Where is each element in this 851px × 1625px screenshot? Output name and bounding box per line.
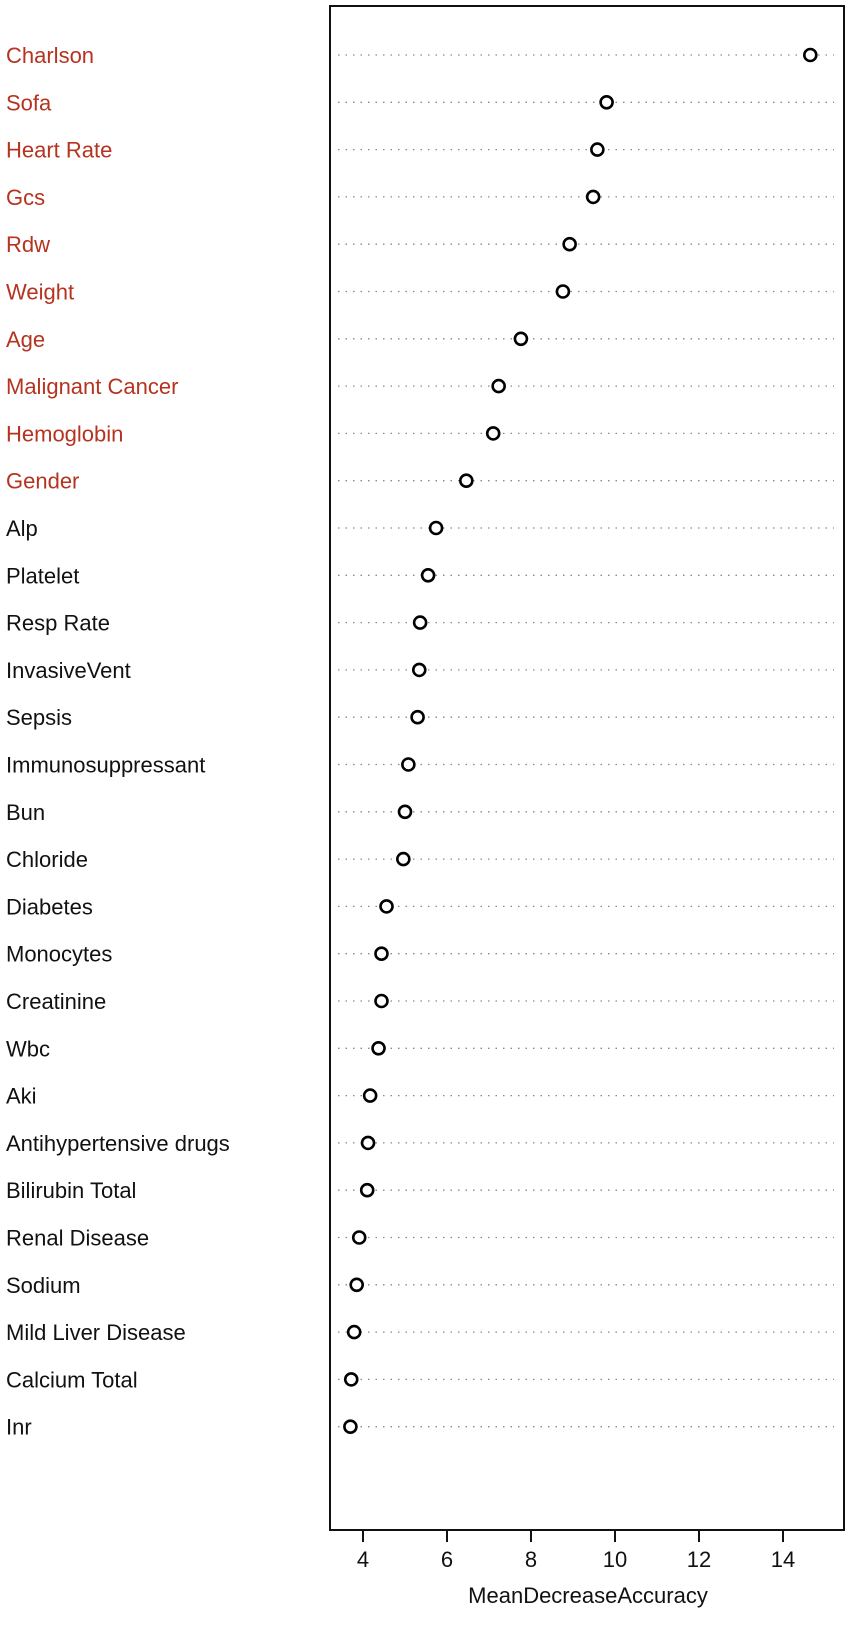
row-label: Platelet [6,563,80,589]
row-label: Gcs [6,184,46,210]
data-point [804,49,816,61]
row-label: Immunosuppressant [6,752,206,778]
data-point [348,1326,360,1338]
row-label: Sepsis [6,705,73,731]
data-point [361,1184,373,1196]
data-point [362,1137,374,1149]
row-label: Monocytes [6,941,113,967]
row-label: Alp [6,516,38,541]
row-label: Resp Rate [6,610,110,636]
data-point [601,96,613,108]
row-label: Mild Liver Disease [6,1320,186,1346]
data-point [381,900,393,912]
row-label: Chloride [6,847,88,873]
row-label: Age [6,326,46,352]
x-tick-label: 6 [440,1547,454,1572]
row-label: Wbc [6,1036,50,1062]
data-point [373,1042,385,1054]
row-label: Bilirubin Total [6,1178,137,1204]
row-label: Diabetes [6,894,93,920]
row-label: Rdw [6,232,51,258]
data-point [564,238,576,250]
variable-labels [6,43,230,1440]
data-point [351,1279,363,1291]
row-label: Inr [6,1414,32,1440]
row-label: Sofa [6,90,52,116]
data-point [402,759,414,771]
data-point [345,1373,357,1385]
x-tick-label: 14 [770,1547,796,1572]
x-axis-title: MeanDecreaseAccuracy [468,1583,708,1608]
row-label: Charlson [6,43,95,68]
data-point [422,569,434,581]
data-point [399,806,411,818]
data-point [375,995,387,1007]
data-point [414,617,426,629]
row-label: Calcium Total [6,1367,138,1393]
data-point [364,1090,376,1102]
data-point [515,333,527,345]
x-tick-label: 8 [524,1547,538,1572]
row-label: Malignant Cancer [6,374,179,400]
row-label: Creatinine [6,989,107,1014]
x-tick-label: 4 [356,1547,370,1572]
row-label: Heart Rate [6,137,113,163]
row-label: Hemoglobin [6,421,124,447]
data-point [493,380,505,392]
row-label: Sodium [6,1272,81,1298]
x-tick-label: 10 [602,1547,628,1572]
data-point [487,427,499,439]
row-label: Weight [6,279,75,305]
row-label: Renal Disease [6,1225,150,1251]
x-tick-label: 12 [686,1547,712,1572]
x-axis [357,1530,795,1572]
data-point [353,1232,365,1244]
data-points [344,49,816,1433]
row-label: Gender [6,468,80,494]
data-point [460,475,472,487]
row-label: InvasiveVent [6,657,131,683]
data-point [591,144,603,156]
data-point [344,1421,356,1433]
row-label: Antihypertensive drugs [6,1130,230,1156]
data-point [430,522,442,534]
data-point [557,286,569,298]
data-point [413,664,425,676]
row-label: Aki [6,1083,37,1109]
data-point [587,191,599,203]
data-point [397,853,409,865]
row-label: Bun [6,799,46,825]
data-point [375,948,387,960]
data-point [412,711,424,723]
guide-lines [338,55,834,1427]
